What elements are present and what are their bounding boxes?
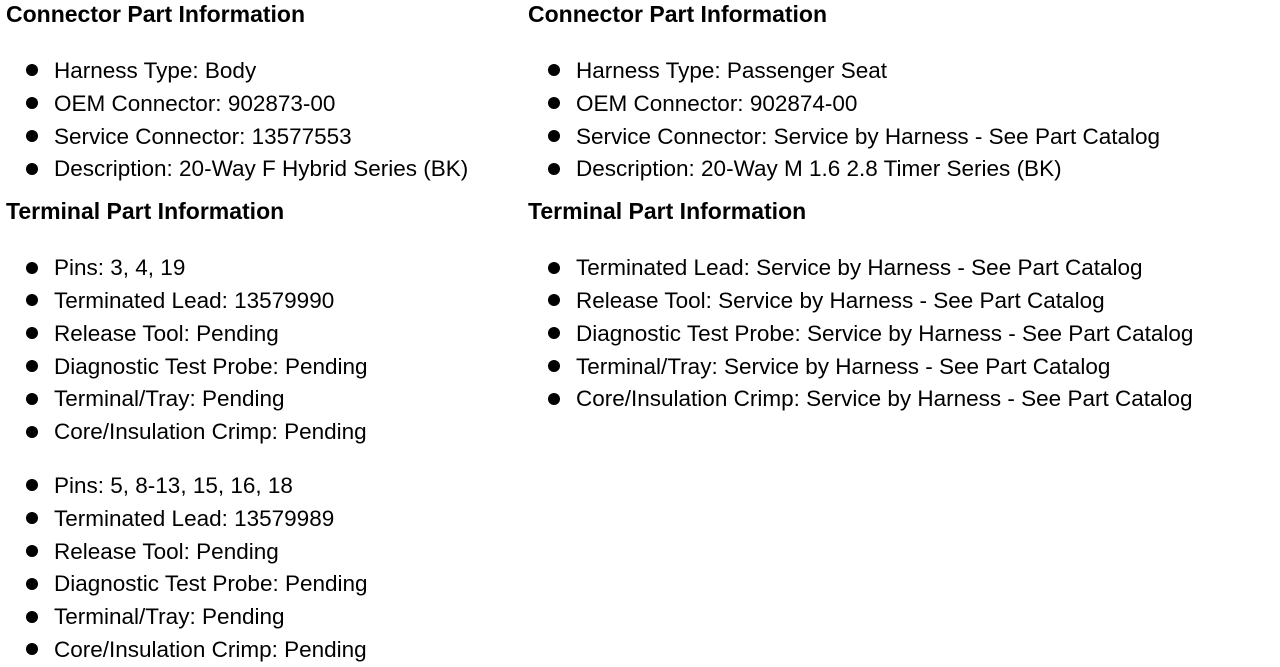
bullet-icon xyxy=(548,64,560,76)
terminal-part-list xyxy=(528,252,1278,416)
bullet-icon xyxy=(26,426,38,438)
left-column xyxy=(6,0,526,667)
bullet-icon xyxy=(26,479,38,491)
list-item xyxy=(6,634,526,667)
bullet-icon xyxy=(26,64,38,76)
diagnostic-test-probe: Diagnostic Test Probe: Pending xyxy=(54,353,368,379)
list-item xyxy=(528,383,1278,416)
terminal-part-info-heading: Terminal Part Information xyxy=(528,198,807,225)
right-column xyxy=(528,0,1278,416)
list-item xyxy=(6,416,526,449)
bullet-icon xyxy=(548,130,560,142)
list-item xyxy=(528,252,1278,285)
list-item xyxy=(6,252,526,285)
release-tool: Release Tool: Pending xyxy=(54,320,279,346)
list-item xyxy=(6,601,526,634)
list-item xyxy=(6,88,526,121)
terminal-part-list xyxy=(6,252,526,449)
list-item xyxy=(6,568,526,601)
oem-connector: OEM Connector: 902874-00 xyxy=(576,90,858,116)
bullet-icon xyxy=(26,163,38,175)
bullet-icon xyxy=(26,327,38,339)
list-item xyxy=(528,121,1278,154)
list-item xyxy=(6,318,526,351)
bullet-icon xyxy=(26,578,38,590)
connector-part-info-heading: Connector Part Information xyxy=(6,1,306,27)
core-insulation-crimp: Core/Insulation Crimp: Service by Harness - See Part Catalog xyxy=(576,386,1193,412)
list-item xyxy=(528,88,1278,121)
release-tool: Release Tool: Pending xyxy=(54,538,279,564)
terminal-part-list xyxy=(6,470,526,667)
list-item xyxy=(6,55,526,88)
list-item xyxy=(6,351,526,384)
diagnostic-test-probe: Diagnostic Test Probe: Service by Harness - See Part Catalog xyxy=(576,320,1194,346)
bullet-icon xyxy=(26,393,38,405)
connector-part-info-heading: Connector Part Information xyxy=(528,1,828,27)
list-item xyxy=(528,318,1278,351)
oem-connector: OEM Connector: 902873-00 xyxy=(54,90,336,116)
bullet-icon xyxy=(548,262,560,274)
release-tool: Release Tool: Service by Harness - See Part Catalog xyxy=(576,287,1105,313)
list-item xyxy=(6,153,526,186)
bullet-icon xyxy=(26,611,38,623)
bullet-icon xyxy=(26,545,38,557)
description: Description: 20-Way F Hybrid Series (BK) xyxy=(54,156,469,182)
pins: Pins: 5, 8-13, 15, 16, 18 xyxy=(54,472,293,498)
bullet-icon xyxy=(26,643,38,655)
terminated-lead: Terminated Lead: 13579990 xyxy=(54,287,335,313)
harness-type: Harness Type: Body xyxy=(54,58,257,83)
connector-part-list xyxy=(6,55,526,186)
list-item xyxy=(6,470,526,503)
bullet-icon xyxy=(26,360,38,372)
terminal-tray: Terminal/Tray: Service by Harness - See Part Catalog xyxy=(576,353,1111,379)
bullet-icon xyxy=(26,294,38,306)
list-item xyxy=(528,55,1278,88)
list-item xyxy=(528,351,1278,384)
connector-part-list xyxy=(528,55,1278,186)
terminated-lead: Terminated Lead: 13579989 xyxy=(54,505,335,531)
core-insulation-crimp: Core/Insulation Crimp: Pending xyxy=(54,636,367,662)
harness-type: Harness Type: Passenger Seat xyxy=(576,58,888,83)
bullet-icon xyxy=(26,130,38,142)
pins: Pins: 3, 4, 19 xyxy=(54,255,186,281)
list-item xyxy=(6,121,526,154)
service-connector: Service Connector: 13577553 xyxy=(54,123,352,149)
list-item xyxy=(6,285,526,318)
terminated-lead: Terminated Lead: Service by Harness - See Part Catalog xyxy=(576,255,1143,281)
list-item xyxy=(528,285,1278,318)
list-item xyxy=(528,153,1278,186)
list-item xyxy=(6,536,526,569)
bullet-icon xyxy=(548,294,560,306)
bullet-icon xyxy=(548,97,560,109)
bullet-icon xyxy=(548,393,560,405)
list-item xyxy=(6,383,526,416)
core-insulation-crimp: Core/Insulation Crimp: Pending xyxy=(54,419,367,445)
bullet-icon xyxy=(548,360,560,372)
terminal-tray: Terminal/Tray: Pending xyxy=(54,386,285,412)
terminal-tray: Terminal/Tray: Pending xyxy=(54,604,285,630)
bullet-icon xyxy=(26,512,38,524)
description: Description: 20-Way M 1.6 2.8 Timer Series (BK) xyxy=(576,156,1062,182)
bullet-icon xyxy=(26,97,38,109)
bullet-icon xyxy=(548,163,560,175)
terminal-part-info-heading: Terminal Part Information xyxy=(6,198,285,225)
bullet-icon xyxy=(548,327,560,339)
diagnostic-test-probe: Diagnostic Test Probe: Pending xyxy=(54,571,368,597)
list-item xyxy=(6,503,526,536)
bullet-icon xyxy=(26,262,38,274)
service-connector: Service Connector: Service by Harness - See Part Catalog xyxy=(576,123,1161,149)
